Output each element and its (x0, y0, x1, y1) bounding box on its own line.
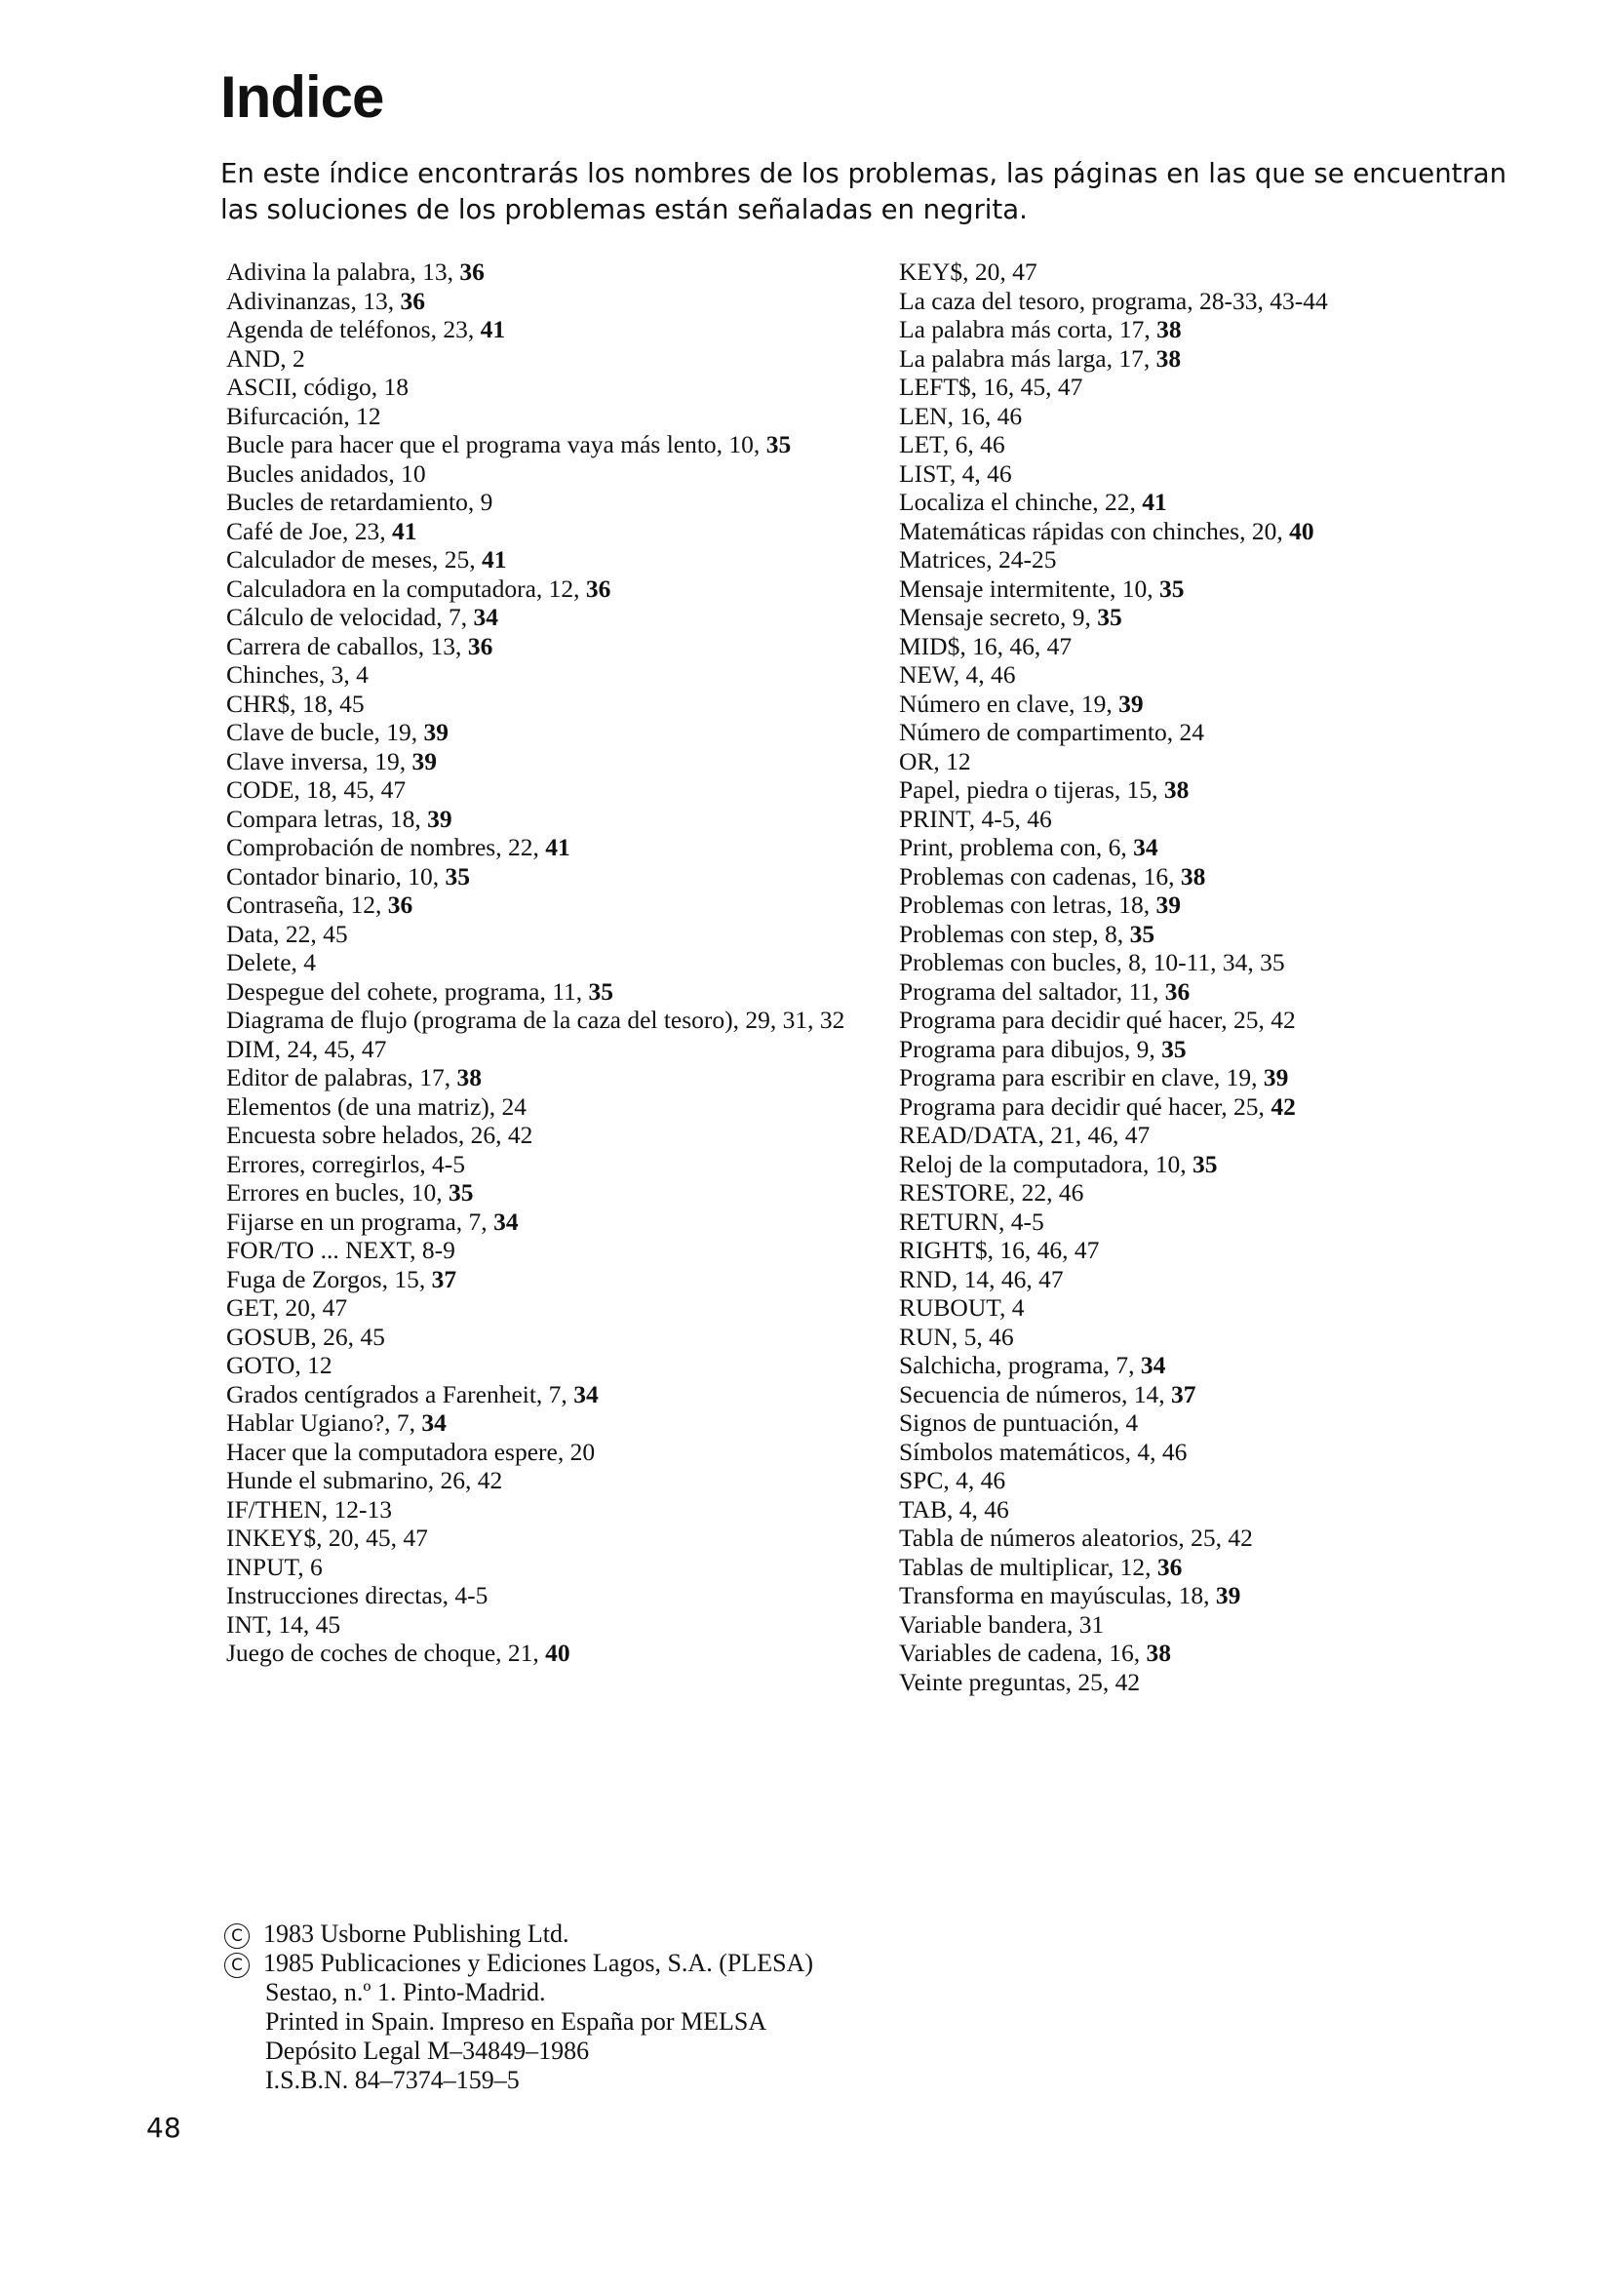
index-entry (226, 1265, 889, 1294)
solution-page: 38 (456, 1063, 483, 1091)
index-entry (226, 833, 889, 862)
index-entry-text: RIGHT$, 16, 46, 47 (899, 1236, 1100, 1264)
solution-page: 35 (588, 976, 613, 1006)
index-entry-text: Chinches, 3, 4 (226, 660, 369, 689)
index-entry-text: LET, 6, 46 (899, 430, 1005, 458)
imprint-line (224, 2007, 813, 2037)
index-entry (899, 1121, 1601, 1150)
solution-page: 36 (585, 574, 611, 603)
solution-page: 41 (482, 545, 507, 574)
index-entry-text: FOR/TO ... NEXT, 8-9 (226, 1236, 455, 1264)
index-entry-text: La palabra más corta, 17, (899, 315, 1157, 343)
solution-page: 41 (545, 833, 570, 861)
index-entry (899, 1408, 1601, 1438)
index-entry (899, 1380, 1601, 1409)
index-entry-text: Problemas con step, 8, (899, 919, 1130, 948)
intro-line: En este índice encontrarás los nombres de los problemas, las páginas en las que se encuentran (220, 158, 1507, 189)
index-entry-text: Compara letras, 18, (226, 804, 428, 833)
imprint-line (224, 1978, 813, 2007)
index-entry (226, 315, 889, 344)
solution-page: 35 (1158, 574, 1185, 603)
index-entry-text: Variables de cadena, 16, (899, 1639, 1147, 1667)
index-entry (899, 1035, 1601, 1064)
index-entry-text: Número en clave, 19, (899, 689, 1119, 718)
index-entry (226, 545, 889, 574)
index-entry (226, 574, 889, 604)
index-entry-text: Fijarse en un programa, 7, (226, 1207, 494, 1236)
index-entry-text: LEN, 16, 46 (899, 401, 1023, 430)
imprint-text: 1985 Publicaciones y Ediciones Lagos, S.A. (PLESA) (263, 1949, 813, 1977)
index-entry (226, 632, 889, 661)
index-entry-text: GOTO, 12 (226, 1351, 332, 1379)
index-entry-text: Veinte preguntas, 25, 42 (899, 1667, 1141, 1696)
index-entry (899, 574, 1601, 604)
index-entry (899, 373, 1601, 402)
index-entry (226, 1236, 889, 1265)
index-entry (226, 862, 889, 891)
index-entry-text: Instrucciones directas, 4-5 (226, 1581, 489, 1609)
solution-page: 39 (423, 718, 450, 746)
index-entry (226, 373, 889, 402)
index-entry (899, 833, 1601, 862)
index-entry (899, 1466, 1601, 1495)
index-entry-text: Comprobación de nombres, 22, (226, 833, 546, 861)
index-entry-text: Bifurcación, 12 (226, 401, 381, 430)
index-column-right (899, 257, 1601, 1696)
index-entry (226, 747, 889, 776)
index-entry (899, 920, 1601, 949)
index-entry-text: GOSUB, 26, 45 (226, 1322, 385, 1351)
solution-page: 39 (427, 804, 452, 833)
index-entry (226, 488, 889, 517)
index-entry-text: Símbolos matemáticos, 4, 46 (899, 1437, 1188, 1466)
index-entry-text: Programa para decidir qué hacer, 25, (899, 1091, 1271, 1121)
solution-page: 34 (1133, 833, 1158, 861)
solution-page: 39 (1155, 891, 1181, 919)
solution-page: 37 (1171, 1379, 1196, 1408)
index-entry-text: Programa para decidir qué hacer, 25, 42 (899, 1006, 1296, 1034)
index-entry (226, 1495, 889, 1524)
index-entry-text: RUBOUT, 4 (899, 1293, 1025, 1322)
solution-page: 38 (1163, 775, 1190, 804)
index-entry-text: Problemas con cadenas, 16, (899, 861, 1181, 891)
index-entry (899, 977, 1601, 1007)
index-entry (899, 632, 1601, 661)
index-entry (899, 402, 1601, 431)
index-entry-text: La palabra más larga, 17, (899, 343, 1156, 373)
page-number: 48 (146, 2112, 181, 2144)
index-entry (226, 1438, 889, 1467)
index-entry-text: Localiza el chinche, 22, (899, 488, 1143, 516)
index-entry-text: Errores, corregirlos, 4-5 (226, 1149, 465, 1178)
index-entry-text: Signos de puntuación, 4 (899, 1408, 1139, 1437)
intro-paragraph (220, 156, 1595, 228)
index-entry (899, 1207, 1601, 1237)
imprint-line (224, 1920, 813, 1949)
index-entry (226, 1006, 889, 1035)
index-entry-text: RND, 14, 46, 47 (899, 1264, 1064, 1293)
index-entry (899, 287, 1601, 316)
index-entry-text: INPUT, 6 (226, 1552, 323, 1581)
index-entry-text: Grados centígrados a Farenheit, 7, (226, 1379, 574, 1408)
index-entry-text: Print, problema con, 6, (899, 833, 1134, 861)
index-entry (899, 1581, 1601, 1610)
index-entry-text: Bucle para hacer que el programa vaya más lento, 10, (226, 430, 766, 458)
index-entry-text: Contraseña, 12, (226, 891, 388, 919)
solution-page: 40 (1289, 516, 1314, 545)
index-entry-text: Errores en bucles, 10, (226, 1178, 450, 1207)
index-entry-text: SPC, 4, 46 (899, 1466, 1006, 1494)
index-entry (226, 948, 889, 977)
intro-line: las soluciones de los problemas están señaladas en negrita. (220, 194, 1028, 225)
index-entry (226, 257, 889, 287)
solution-page: 36 (400, 286, 425, 315)
index-entry-text: LIST, 4, 46 (899, 458, 1012, 488)
index-entry-text: NEW, 4, 46 (899, 660, 1016, 689)
index-entry (899, 690, 1601, 719)
index-entry (226, 660, 889, 690)
index-entry (226, 1466, 889, 1495)
index-entry-text: Encuesta sobre helados, 26, 42 (226, 1121, 533, 1149)
index-entry (899, 459, 1601, 489)
index-entry-text: Clave inversa, 19, (226, 746, 412, 775)
index-entry (899, 257, 1601, 287)
index-entry (226, 1207, 889, 1237)
index-entry-text: ASCII, código, 18 (226, 373, 409, 401)
solution-page: 38 (1156, 315, 1182, 343)
index-entry-text: MID$, 16, 46, 47 (899, 631, 1073, 660)
solution-page: 42 (1271, 1091, 1296, 1121)
index-entry (226, 344, 889, 374)
page-title: Indice (220, 64, 384, 130)
index-entry (226, 1408, 889, 1438)
index-entry-text: Café de Joe, 23, (226, 516, 392, 545)
index-entry-text: Programa para escribir en clave, 19, (899, 1063, 1264, 1091)
solution-page: 34 (493, 1207, 519, 1236)
solution-page: 41 (391, 516, 417, 545)
index-entry (226, 920, 889, 949)
index-column-left (226, 257, 889, 1668)
index-entry-text: Cálculo de velocidad, 7, (226, 603, 474, 631)
index-entry-text: Salchicha, programa, 7, (899, 1351, 1141, 1379)
index-entry (899, 1610, 1601, 1640)
index-entry (226, 1035, 889, 1064)
index-entry (226, 517, 889, 546)
index-entry-text: Matrices, 24-25 (899, 545, 1057, 574)
index-entry (226, 690, 889, 719)
index-entry-text: Hunde el submarino, 26, 42 (226, 1466, 503, 1494)
index-entry-text: DIM, 24, 45, 47 (226, 1034, 387, 1063)
solution-page: 36 (1156, 1552, 1183, 1581)
index-entry-text: Juego de coches de choque, 21, (226, 1639, 546, 1667)
index-entry-text: OR, 12 (899, 746, 971, 775)
index-entry (899, 1150, 1601, 1179)
index-entry (226, 1092, 889, 1122)
index-entry-text: TAB, 4, 46 (899, 1494, 1009, 1524)
index-entry (226, 1150, 889, 1179)
index-entry-text: Editor de palabras, 17, (226, 1063, 457, 1091)
solution-page: 34 (421, 1408, 447, 1437)
solution-page: 39 (1215, 1581, 1241, 1609)
index-entry (899, 488, 1601, 517)
index-entry (899, 1178, 1601, 1207)
solution-page: 38 (1155, 343, 1182, 373)
solution-page: 35 (1161, 1034, 1187, 1063)
solution-page: 41 (480, 315, 506, 343)
index-entry (226, 1121, 889, 1150)
solution-page: 41 (1142, 488, 1167, 516)
solution-page: 35 (445, 861, 471, 891)
index-entry-text: Tabla de números aleatorios, 25, 42 (899, 1524, 1253, 1552)
index-entry-text: Adivinanzas, 13, (226, 286, 401, 315)
index-entry-text: RETURN, 4-5 (899, 1207, 1044, 1236)
index-entry (226, 775, 889, 805)
solution-page: 35 (1129, 919, 1155, 948)
index-entry (226, 1524, 889, 1553)
index-entry (899, 805, 1601, 834)
solution-page: 35 (449, 1178, 474, 1207)
index-entry-text: Diagrama de flujo (programa de la caza del tesoro), 29, 31, 32 (226, 1006, 845, 1034)
index-entry (899, 747, 1601, 776)
index-entry-text: Contador binario, 10, (226, 861, 446, 891)
index-entry-text: Adivina la palabra, 13, (226, 257, 460, 286)
index-entry-text: Mensaje secreto, 9, (899, 603, 1098, 631)
index-entry-text: INKEY$, 20, 45, 47 (226, 1524, 428, 1552)
index-entry-text: CHR$, 18, 45 (226, 689, 365, 718)
index-entry-text: LEFT$, 16, 45, 47 (899, 373, 1083, 401)
index-entry (226, 1639, 889, 1668)
copyright-icon: C (224, 1923, 250, 1949)
index-entry-text: Tablas de multiplicar, 12, (899, 1552, 1157, 1581)
index-entry-text: Hacer que la computadora espere, 20 (226, 1437, 596, 1466)
index-entry (899, 603, 1601, 632)
index-entry (226, 718, 889, 747)
index-entry-text: Clave de bucle, 19, (226, 718, 424, 746)
index-entry-text: Calculadora en la computadora, 12, (226, 574, 586, 603)
solution-page: 37 (431, 1264, 457, 1293)
index-entry (226, 1293, 889, 1323)
index-entry (226, 1581, 889, 1610)
copyright-icon: C (224, 1953, 250, 1978)
index-entry-text: Agenda de teléfonos, 23, (226, 315, 481, 343)
index-entry (226, 287, 889, 316)
solution-page: 34 (573, 1379, 599, 1408)
index-entry-text: READ/DATA, 21, 46, 47 (899, 1121, 1151, 1149)
index-entry (226, 603, 889, 632)
solution-page: 40 (545, 1639, 570, 1667)
solution-page: 39 (411, 746, 437, 775)
imprint-text: 1983 Usborne Publishing Ltd. (263, 1920, 569, 1948)
index-entry-text: Bucles de retardamiento, 9 (226, 488, 493, 516)
index-entry (226, 1178, 889, 1207)
index-entry-text: Elementos (de una matriz), 24 (226, 1091, 528, 1121)
index-entry (899, 517, 1601, 546)
solution-page: 36 (1164, 976, 1191, 1006)
index-entry-text: Problemas con letras, 18, (899, 891, 1156, 919)
index-entry-text: KEY$, 20, 47 (899, 257, 1037, 286)
index-entry (226, 459, 889, 489)
index-entry-text: Problemas con bucles, 8, 10-11, 34, 35 (899, 948, 1285, 976)
solution-page: 35 (765, 430, 792, 458)
index-entry (226, 1351, 889, 1380)
solution-page: 36 (387, 891, 413, 919)
index-entry-text: Mensaje intermitente, 10, (899, 574, 1159, 603)
index-entry-text: PRINT, 4-5, 46 (899, 804, 1052, 833)
index-entry (899, 315, 1601, 344)
index-entry-text: Secuencia de números, 14, (899, 1379, 1171, 1408)
index-entry (899, 430, 1601, 459)
solution-page: 35 (1192, 1149, 1218, 1178)
index-entry-text: Transforma en mayúsculas, 18, (899, 1581, 1216, 1609)
index-entry-text: Reloj de la computadora, 10, (899, 1149, 1192, 1178)
solution-page: 34 (1140, 1351, 1166, 1379)
index-entry (899, 775, 1601, 805)
solution-page: 38 (1146, 1639, 1171, 1667)
index-entry-text: Matemáticas rápidas con chinches, 20, (899, 516, 1290, 545)
index-entry (899, 1092, 1601, 1122)
index-entry-text: CODE, 18, 45, 47 (226, 775, 407, 804)
imprint-text: Sestao, n.º 1. Pinto-Madrid. (265, 1978, 546, 2006)
index-entry (899, 1668, 1601, 1697)
index-entry (899, 1063, 1601, 1092)
index-entry (226, 402, 889, 431)
index-entry (899, 1265, 1601, 1294)
index-entry (899, 1524, 1601, 1553)
index-entry-text: Número de compartimento, 24 (899, 718, 1204, 746)
index-entry (226, 1323, 889, 1352)
index-entry (899, 1438, 1601, 1467)
index-entry-text: AND, 2 (226, 343, 305, 373)
solution-page: 39 (1118, 689, 1144, 718)
imprint-text: I.S.B.N. 84–7374–159–5 (265, 2066, 520, 2094)
index-entry (899, 948, 1601, 977)
index-entry-text: GET, 20, 47 (226, 1293, 348, 1322)
index-entry (226, 430, 889, 459)
index-entry-text: Programa para dibujos, 9, (899, 1034, 1162, 1063)
index-entry (899, 545, 1601, 574)
index-entry-text: Bucles anidados, 10 (226, 458, 426, 488)
index-entry-text: RESTORE, 22, 46 (899, 1178, 1084, 1207)
solution-page: 39 (1263, 1063, 1289, 1091)
index-entry (226, 1063, 889, 1092)
index-entry-text: IF/THEN, 12-13 (226, 1494, 392, 1524)
imprint-line (224, 2037, 813, 2066)
index-entry (226, 1553, 889, 1582)
index-entry-text: Carrera de caballos, 13, (226, 631, 468, 660)
index-entry (899, 1639, 1601, 1668)
index-entry-text: Papel, piedra o tijeras, 15, (899, 775, 1164, 804)
imprint-text: Printed in Spain. Impreso en España por MELSA (265, 2007, 767, 2036)
index-entry (226, 891, 889, 920)
index-entry (226, 805, 889, 834)
index-entry-text: Programa del saltador, 11, (899, 976, 1165, 1006)
imprint-line (224, 2066, 813, 2095)
index-entry (226, 1380, 889, 1409)
index-entry-text: RUN, 5, 46 (899, 1322, 1014, 1351)
index-entry-text: Hablar Ugiano?, 7, (226, 1408, 422, 1437)
index-entry (226, 1610, 889, 1640)
imprint-block (224, 1920, 813, 2095)
index-entry (899, 1495, 1601, 1524)
index-entry-text: La caza del tesoro, programa, 28-33, 43-44 (899, 286, 1328, 315)
imprint-text: Depósito Legal M–34849–1986 (265, 2037, 590, 2065)
index-entry-text: Data, 22, 45 (226, 919, 348, 948)
index-entry (899, 660, 1601, 690)
index-entry-text: INT, 14, 45 (226, 1609, 341, 1639)
index-entry-text: Variable bandera, 31 (899, 1609, 1105, 1639)
imprint-line (224, 1949, 813, 1978)
index-entry-text: Despegue del cohete, programa, 11, (226, 976, 589, 1006)
solution-page: 38 (1180, 861, 1206, 891)
index-entry (899, 891, 1601, 920)
solution-page: 35 (1097, 603, 1122, 631)
index-entry (899, 1236, 1601, 1265)
index-entry (899, 1553, 1601, 1582)
index-entry (899, 862, 1601, 891)
index-entry (226, 977, 889, 1007)
index-entry (899, 1351, 1601, 1380)
index-entry-text: Calculador de meses, 25, (226, 545, 483, 574)
solution-page: 36 (467, 631, 493, 660)
index-entry-text: Delete, 4 (226, 948, 317, 976)
index-entry (899, 1006, 1601, 1035)
index-entry (899, 718, 1601, 747)
index-entry-text: Fuga de Zorgos, 15, (226, 1264, 432, 1293)
solution-page: 34 (473, 603, 499, 631)
solution-page: 36 (459, 257, 485, 286)
index-entry (899, 1293, 1601, 1323)
index-entry (899, 1323, 1601, 1352)
index-entry (899, 344, 1601, 374)
